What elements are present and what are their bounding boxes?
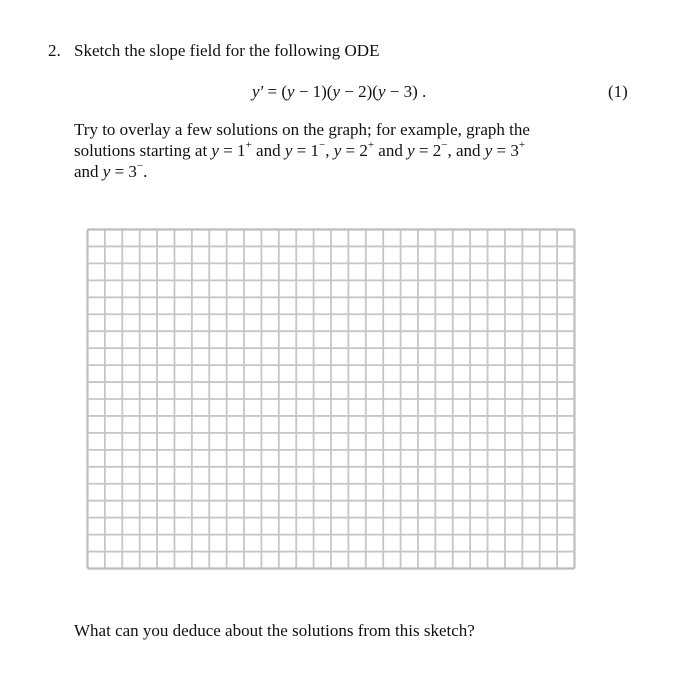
text-eq-5: = 3 — [492, 141, 519, 160]
text-solutions-starting: solutions starting at — [74, 141, 212, 160]
ode-equation — [252, 82, 426, 102]
var-y: y — [211, 141, 219, 160]
text-eq-1: = 1 — [218, 141, 246, 160]
text-eq-4: = 2 — [414, 141, 442, 160]
text-comma: , — [325, 141, 334, 160]
instruction-line-2 — [74, 141, 664, 161]
sup-minus: − — [441, 139, 448, 152]
text-and: and — [251, 141, 285, 160]
instruction-line-3 — [74, 162, 664, 182]
text-and-start: and — [74, 162, 103, 181]
var-y: y — [484, 141, 493, 160]
question-text: What can you deduce about the solutions from this sketch? — [74, 621, 475, 640]
sup-minus: − — [136, 160, 144, 173]
eq-factor-2: − 2)( — [340, 82, 378, 101]
problem-number: 2. — [48, 41, 61, 60]
eq-var-3: y — [377, 82, 386, 101]
text-and-comma: , and — [447, 141, 485, 160]
eq-lhs: y′ — [252, 82, 264, 101]
text-eq-2: = 1 — [292, 141, 319, 160]
eq-var-1: y — [287, 82, 295, 101]
eq-var-2: y — [332, 82, 341, 101]
var-y: y — [333, 141, 342, 160]
grid-lines — [86, 228, 576, 570]
problem-intro: Sketch the slope field for the following ODE — [74, 41, 380, 60]
graph-grid — [86, 228, 576, 570]
eq-factor-1: − 1)( — [294, 82, 333, 101]
var-y: y — [407, 141, 415, 160]
text-and: and — [374, 141, 408, 160]
sup-plus: + — [367, 139, 375, 152]
eq-equals: = ( — [263, 82, 288, 101]
sup-minus: − — [318, 139, 326, 152]
var-y: y — [102, 162, 111, 181]
instruction-line-1: Try to overlay a few solutions on the graph; for example, graph the — [74, 120, 530, 139]
text-period: . — [143, 162, 148, 181]
sup-plus: + — [518, 139, 526, 152]
eq-factor-3: − 3) . — [385, 82, 427, 101]
equation-label: (1) — [608, 82, 628, 101]
text-eq-3: = 2 — [341, 141, 368, 160]
sup-plus: + — [245, 139, 252, 152]
text-eq-6: = 3 — [110, 162, 137, 181]
var-y: y — [284, 141, 293, 160]
